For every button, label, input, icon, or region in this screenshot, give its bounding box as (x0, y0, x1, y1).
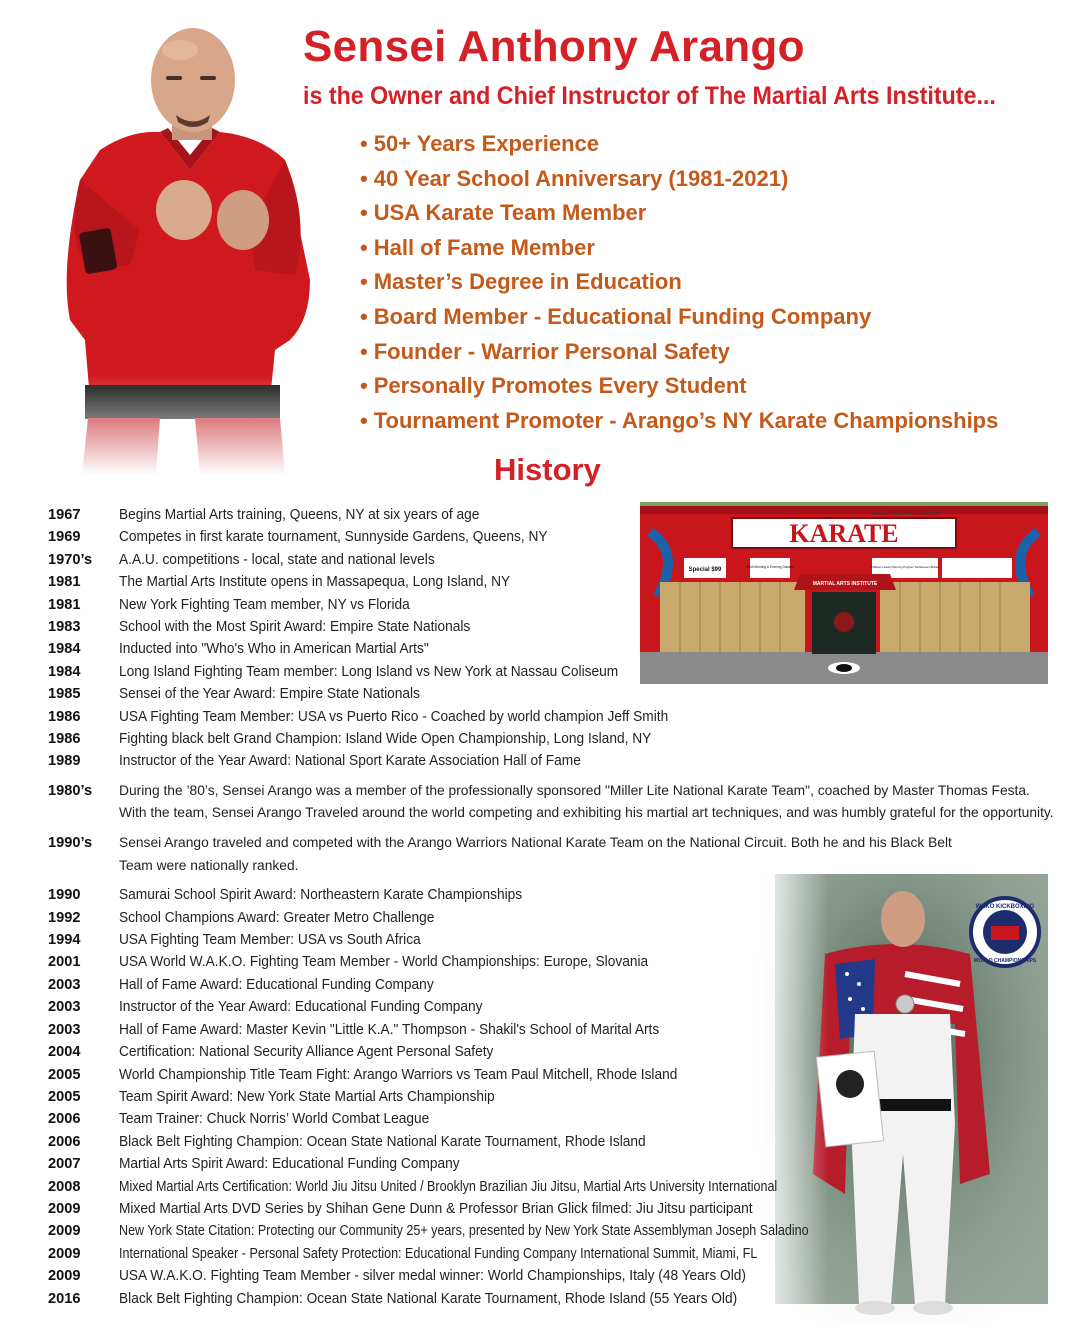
timeline-row: 1984 Inducted into "Who's Who in American Martial Arts" (48, 641, 429, 658)
timeline-row: 2003 Hall of Fame Award: Master Kevin "Little K.A." Thompson - Shakil's School of Marital Arts (48, 1021, 660, 1038)
timeline-row: 1986 USA Fighting Team Member: USA vs Puerto Rico - Coached by world champion Jeff Smith (48, 708, 669, 725)
timeline-row: 1986 Fighting black belt Grand Champion: Island Wide Open Championship, Long Island, NY (48, 731, 652, 748)
timeline-paragraph: 1980’s During the ’80’s, Sensei Arango was a member of the professionally sponsored "Miller Lite National Karate Team", coached by Master Thomas Festa. With the team, Sensei Arango Traveled around the world competing and exhibiting his martial art techniques, and was humbly grateful for the opportunity. (48, 782, 1054, 821)
adult-classes-sign-text: Adult Morning & Evening Classes (746, 565, 794, 569)
timeline-row: 1981 New York Fighting Team member, NY vs Florida (48, 596, 410, 613)
timeline-row: 2004 Certification: National Security Alliance Agent Personal Safety (48, 1044, 494, 1061)
special-sign-text: Special $99 (688, 567, 722, 573)
wako-badge-top-text: WAKO KICKBOXING (975, 904, 1035, 910)
sensei-portrait-photo (60, 20, 320, 475)
credential-item: • 50+ Years Experience (360, 131, 599, 156)
timeline-row: 1989 Instructor of the Year Award: National Sport Karate Association Hall of Fame (48, 753, 581, 770)
credential-item: • 40 Year School Anniversary (1981-2021) (360, 165, 789, 191)
timeline-row: 1990 Samurai School Spirit Award: Northeastern Karate Championships (48, 887, 523, 904)
credential-item: • USA Karate Team Member (360, 200, 647, 226)
timeline-row: 1967 Begins Martial Arts training, Queens, NY at six years of age (48, 507, 480, 523)
timeline-row: 2005 Team Spirit Award: New York State Martial Arts Championship (48, 1088, 495, 1105)
timeline-row: 1984 Long Island Fighting Team member: Long Island vs New York at Nassau Coliseum (48, 663, 619, 680)
timeline-row: 2001 USA World W.A.K.O. Fighting Team Member - World Championships: Europe, Slovania (48, 954, 649, 971)
credential-item: • Personally Promotes Every Student (360, 373, 747, 399)
karate-sign-text: KARATE (789, 519, 899, 548)
timeline-row: 1970’s A.A.U. competitions - local, state and national levels (48, 551, 435, 568)
timeline-row: 2003 Instructor of the Year Award: Educational Funding Company (48, 999, 483, 1016)
timeline-row: 2003 Hall of Fame Award: Educational Funding Company (48, 976, 434, 993)
timeline-row: 2016 Black Belt Fighting Champion: Ocean State National Karate Tournament, Rhode Island (55 Years Old) (48, 1290, 738, 1307)
timeline-row: 2008 Mixed Martial Arts Certification: World Jiu Jitsu United / Brooklyn Brazilian Jiu Jitsu, Martial Arts University International (48, 1178, 778, 1195)
wako-badge-bottom-text: WORLD CHAMPIONSHIPS (973, 958, 1037, 964)
timeline-row: 1981 The Martial Arts Institute opens in Massapequa, Long Island, NY (48, 574, 511, 591)
timeline-row: 1994 USA Fighting Team Member: USA vs South Africa (48, 932, 421, 949)
children-program-sign-text: Children's Award Winning Program Self Esteem Builder (870, 565, 940, 569)
history-heading: History (494, 452, 601, 487)
credential-item: • Hall of Fame Member (360, 234, 595, 260)
timeline-row: 2009 New York State Citation: Protecting our Community 25+ years, presented by New York State Assemblyman Joseph Saladino (48, 1223, 809, 1240)
timeline-row: 1969 Competes in first karate tournament, Sunnyside Gardens, Queens, NY (48, 529, 548, 546)
credentials-list (360, 128, 998, 439)
page-title: Sensei Anthony Arango (303, 22, 805, 71)
timeline-row: 1985 Sensei of the Year Award: Empire State Nationals (48, 686, 420, 703)
timeline-row: 2006 Team Trainer: Chuck Norris’ World Combat League (48, 1111, 430, 1128)
timeline-row: 2005 World Championship Title Team Fight: Arango Warriors vs Team Paul Mitchell, Rhode Island (48, 1066, 678, 1083)
school-url-text: www.ARANGOWARRIOR.com (871, 511, 940, 517)
credential-item: • Master’s Degree in Education (360, 269, 682, 295)
timeline-row: 2009 Mixed Martial Arts DVD Series by Shihan Gene Dunn & Professor Brian Glick filmed: Jiu Jitsu participant (48, 1200, 753, 1217)
awning-text: MARTIAL ARTS INSTITUTE (812, 581, 878, 587)
timeline-row: 2009 International Speaker - Personal Safety Protection: Educational Funding Company International Summit, Miami, FL (48, 1245, 758, 1262)
timeline-row: 2006 Black Belt Fighting Champion: Ocean State National Karate Tournament, Rhode Island (48, 1133, 646, 1150)
timeline-row: 2007 Martial Arts Spirit Award: Educational Funding Company (48, 1156, 460, 1173)
credential-item: • Board Member - Educational Funding Company (360, 303, 872, 329)
timeline-paragraph: 1990’s Sensei Arango traveled and competed with the Arango Warriors National Karate Team on the National Circuit. Both he and his Black Belt Team were nationally ranked. (48, 835, 952, 873)
page-subtitle: is the Owner and Chief Instructor of The Martial Arts Institute... (303, 82, 996, 110)
timeline-row: 2009 USA W.A.K.O. Fighting Team Member - silver medal winner: World Championships, Italy (48 Years Old) (48, 1268, 746, 1285)
timeline-row: 1983 School with the Most Spirit Award: Empire State Nationals (48, 619, 471, 636)
credential-item: • Tournament Promoter - Arango’s NY Karate Championships (360, 407, 999, 433)
credential-item: • Founder - Warrior Personal Safety (360, 338, 730, 364)
timeline-row: 1992 School Champions Award: Greater Metro Challenge (48, 909, 435, 926)
